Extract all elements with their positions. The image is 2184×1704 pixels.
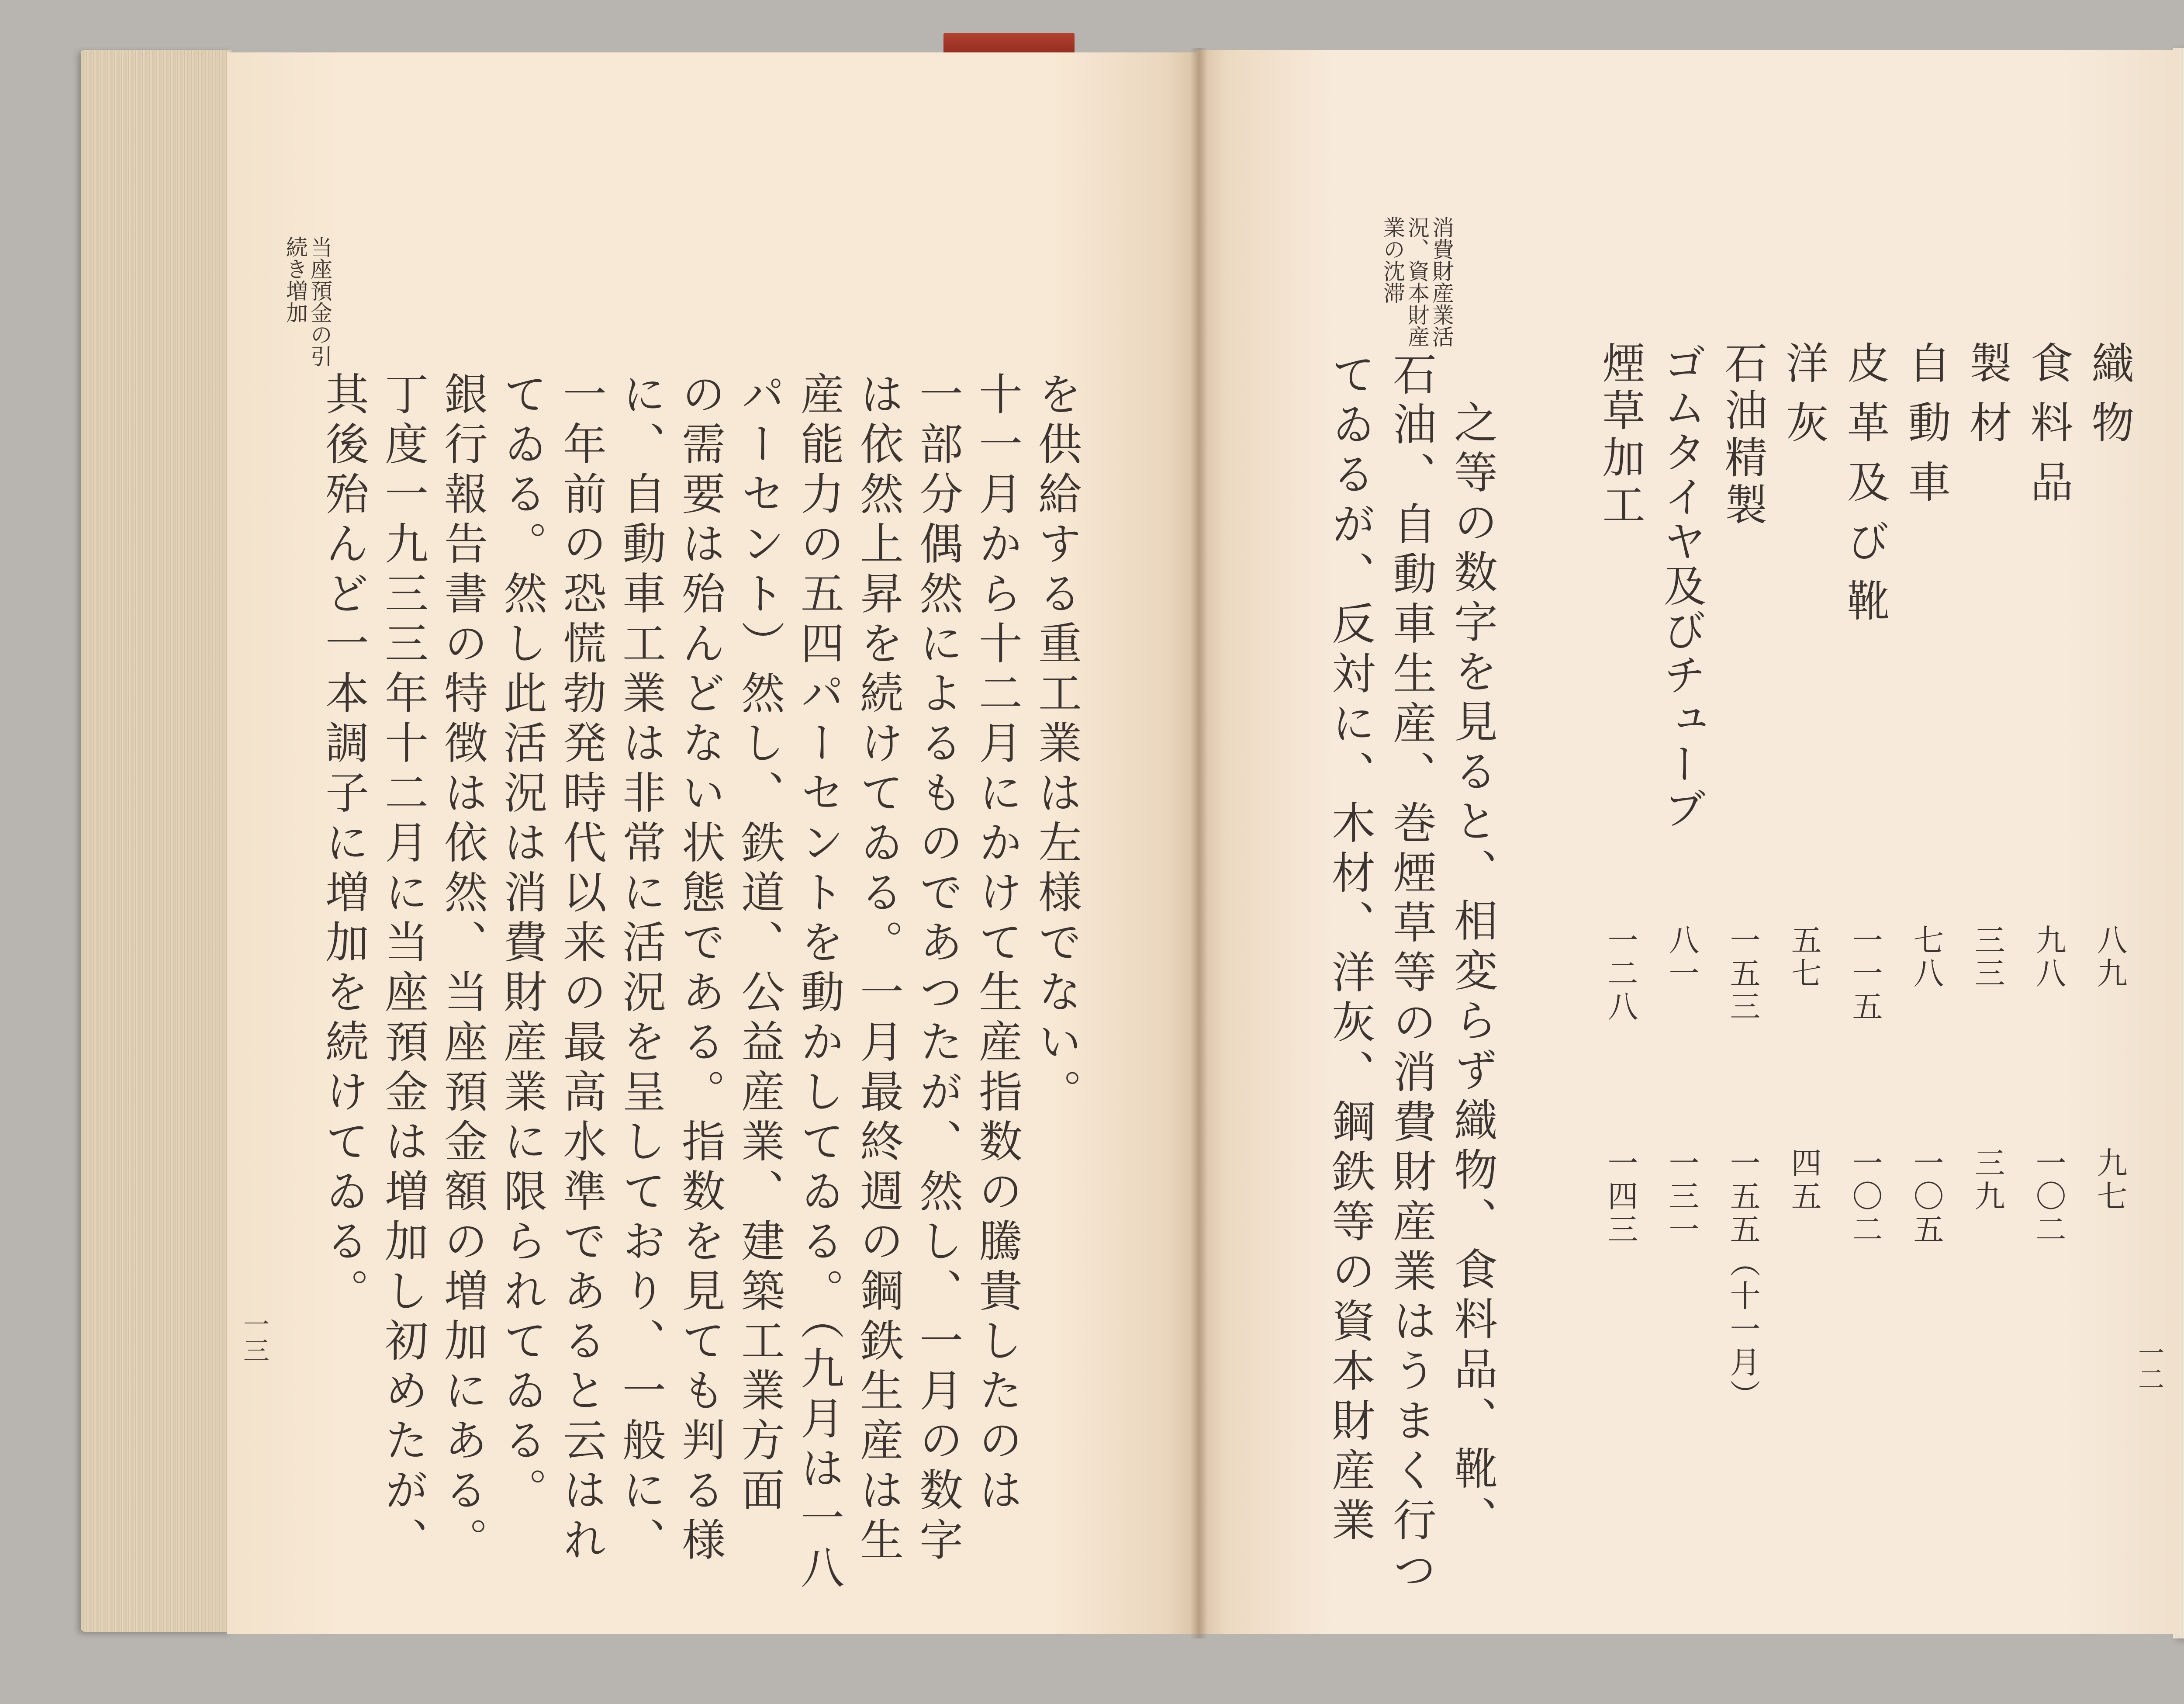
left-margin-note: 当座預金の引続き増加 [283,236,332,367]
table-value-2: 一五五（十一月） [1725,1147,1761,1413]
table-value-2: 一〇二 [2031,1147,2067,1247]
left-line-7: の需要は殆んどない状態である。指数を見ても判る様 [674,371,726,1567]
left-line-13: 其後殆んど一本調子に増加を続けてゐる。 [318,371,369,1318]
table-value-2: 一〇二 [1847,1147,1883,1247]
left-line-4: は依然上昇を続けてゐる。一月最終週の鋼鉄生産は生 [853,371,904,1567]
table-value-1: 一二八 [1603,924,1638,1024]
book-gutter [1190,48,1208,1638]
table-value-1: 三三 [1970,924,2005,991]
table-value-1: 八一 [1664,924,1700,991]
left-line-5: 産能力の五四パーセントを動かしてゐる。（九月は一八 [793,371,844,1595]
table-value-1: 五七 [1786,924,1822,991]
table-value-1: 七八 [1908,924,1944,991]
table-value-2: 四五 [1786,1147,1822,1213]
table-item: 製材 [1962,341,2012,460]
table-value-1: 一一五 [1847,924,1883,1024]
left-line-10: てゐる。然し此活況は消費財産業に限られてゐる。 [496,371,547,1517]
table-value-2: 九七 [2092,1147,2128,1213]
table-item: 食料品 [2023,341,2073,519]
left-page-number: 一三 [239,1311,270,1363]
right-line-1: 之等の数字を見ると、相変らず織物、食料品、靴、 [1447,400,1498,1545]
left-line-12: 丁度一九三三年十二月に当座預金は増加し初めたが、 [377,371,429,1567]
left-line-11: 銀行報告書の特徴は依然、当座預金額の増加にある。 [437,371,488,1567]
left-page [227,52,1197,1634]
left-line-1: を供給する重工業は左様でない。 [1031,371,1082,1119]
table-item: 石油精製 [1717,341,1767,530]
left-line-9: 一年前の恐慌勃発時代以来の最高水準であると云はれ [556,371,607,1567]
right-page-number: 一二 [2134,1339,2164,1392]
table-value-2: 三九 [1970,1147,2005,1213]
left-line-6: パーセント）然し、鉄道、公益産業、建築工業方面 [734,371,785,1517]
table-value-1: 八九 [2092,924,2128,991]
left-line-8: に、自動車工業は非常に活況を呈しており、一般に、 [615,371,666,1567]
table-value-2: 一四三 [1603,1147,1638,1247]
left-line-3: 一部分偶然によるものであつたが、然し、一月の数字 [912,371,963,1567]
table-item: 煙草加工 [1595,341,1645,530]
left-page-edges [81,50,232,1632]
table-item: ゴムタイヤ及びチューブ [1656,341,1706,831]
table-item: 皮革及び靴 [1840,341,1890,638]
table-value-1: 一五三 [1725,924,1761,1024]
right-page [1197,50,2180,1634]
table-value-1: 九八 [2031,924,2067,991]
table-value-2: 一三一 [1664,1147,1700,1247]
right-line-2: 石油、自動車生産、巻煙草等の消費財産業はうまく行つ [1386,352,1437,1597]
table-item: 洋灰 [1779,341,1828,460]
right-line-3: てゐるが、反対に、木材、洋灰、鋼鉄等の資本財産業 [1324,352,1375,1547]
table-item: 織物 [2084,341,2134,460]
left-line-2: 十一月から十二月にかけて生産指数の騰貴したのは [971,371,1023,1517]
table-value-2: 一〇五 [1908,1147,1944,1247]
right-margin-note: 消費財産業活況、資本財産業の沈滞 [1380,216,1454,347]
table-item: 自動車 [1901,341,1951,519]
